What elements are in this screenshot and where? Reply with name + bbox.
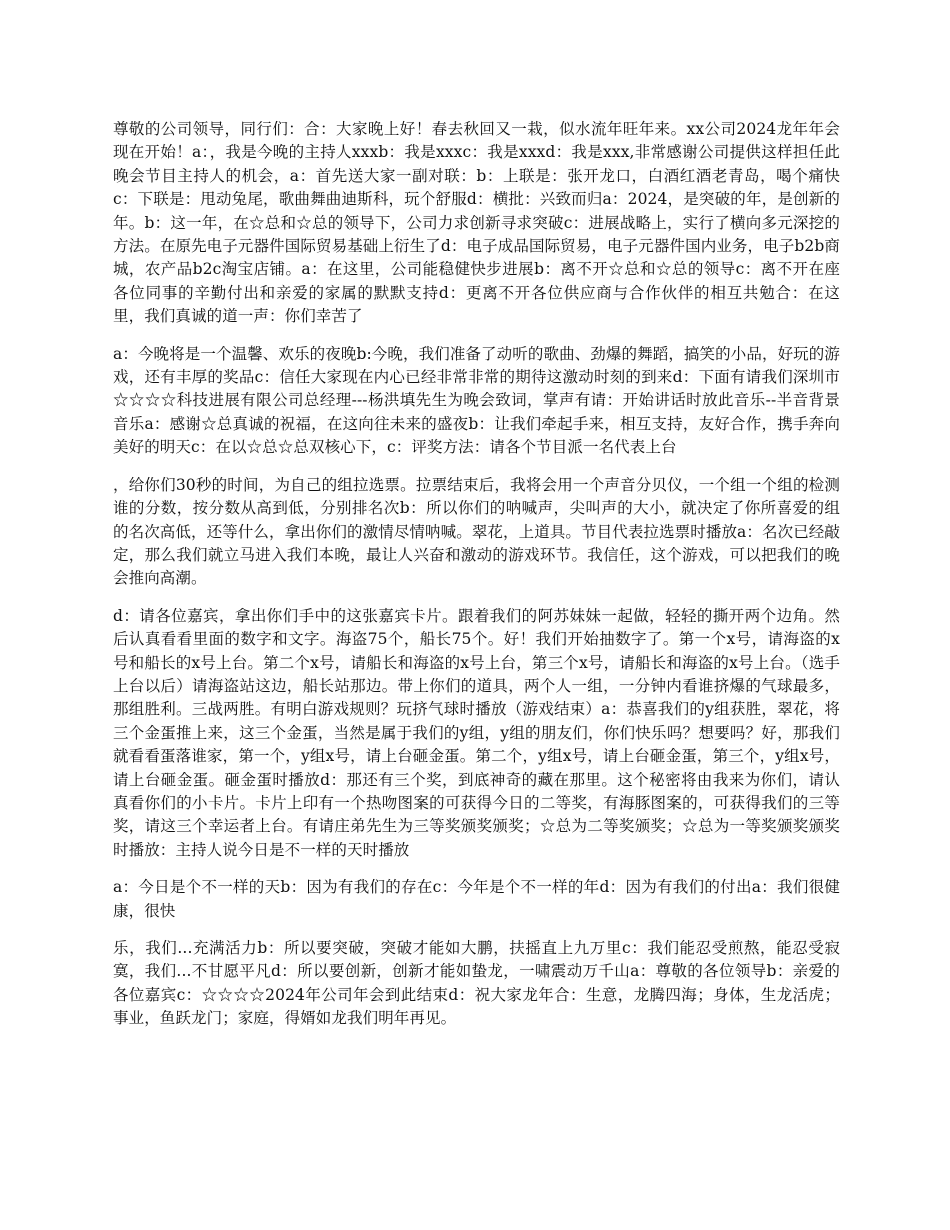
paragraph: a：今晚将是一个温馨、欢乐的夜晚b:今晚，我们准备了动听的歌曲、劲爆的舞蹈，搞笑的小品，好玩的游戏，还有丰厚的奖品c：信任大家现在内心已经非常非常的期待这激动时刻的到来d：下面有请我们深圳市☆☆☆☆科技进展有限公司总经理---杨洪填先生为晚会致词，掌声有请：开始讲话时放此音乐--半音背景音乐a：感谢☆总真诚的祝福，在这向往未来的盛夜b：让我们牵起手来，相互支持，友好合作，携手奔向美好的明天c：在以☆总☆总双核心下，c：评奖方法：请各个节目派一名代表上台 (113, 344, 840, 457)
document-body (113, 118, 840, 1045)
paragraph: ，给你们30秒的时间，为自己的组拉选票。拉票结束后，我将会用一个声音分贝仪，一个组一个组的检测谁的分数，按分数从高到低，分别排名次b：所以你们的呐喊声，尖叫声的大小，就决定了你所喜爱的组的名次高低，还等什么，拿出你们的激情尽情呐喊。翠花，上道具。节目代表拉选票时播放a：名次已经敲定，那么我们就立马进入我们本晚，最让人兴奋和激动的游戏环节。我信任，这个游戏，可以把我们的晚会推向高潮。 (113, 475, 840, 588)
paragraph: a：今日是个不一样的天b：因为有我们的存在c：今年是个不一样的年d：因为有我们的付出a：我们很健康，很快 (113, 878, 840, 920)
paragraph: 尊敬的公司领导，同行们：合：大家晚上好！春去秋回又一栽，似水流年旺年来。xx公司2024龙年年会现在开始！a：，我是今晚的主持人xxxb：我是xxxc：我是xxxd：我是xxx,非常感谢公司提供这样担任此晚会节目主持人的机会，a：首先送大家一副对联：b：上联是：张开龙口，白酒红酒老青岛，喝个痛快c：下联是：甩动兔尾，歌曲舞曲迪斯科，玩个舒服d：横批：兴致而归a：2024，是突破的年，是创新的年。b：这一年，在☆总和☆总的领导下，公司力求创新寻求突破c：进展战略上，实行了横向多元深挖的方法。在原先电子元器件国际贸易基础上衍生了d：电子成品国际贸易，电子元器件国内业务，电子b2b商城，农产品b2c淘宝店铺。a：在这里，公司能稳健快步进展b：离不开☆总和☆总的领导c：离不开在座各位同事的辛勤付出和亲爱的家属的默默支持d：更离不开各位供应商与合作伙伴的相互共勉合：在这里，我们真诚的道一声：你们幸苦了 (113, 120, 840, 326)
paragraph: d：请各位嘉宾，拿出你们手中的这张嘉宾卡片。跟着我们的阿苏妹妹一起做，轻轻的撕开两个边角。然后认真看看里面的数字和文字。海盗75个，船长75个。好！我们开始抽数字了。第一个x号，请海盗的x号和船长的x号上台。第二个x号，请船长和海盗的x号上台，第三个x号，请船长和海盗的x号上台。（选手上台以后）请海盗站这边，船长站那边。带上你们的道具，两个人一组，一分钟内看谁挤爆的气球最多，那组胜利。三战两胜。有明白游戏规则？玩挤气球时播放（游戏结束）a：恭喜我们的y组获胜，翠花，将三个金蛋推上来，这三个金蛋，当然是属于我们的y组，y组的朋友们，你们快乐吗？想要吗？好，那我们就看看蛋落谁家，第一个，y组x号，请上台砸金蛋。第二个，y组x号，请上台砸金蛋，第三个，y组x号，请上台砸金蛋。砸金蛋时播放d：那还有三个奖，到底神奇的藏在那里。这个秘密将由我来为你们，请认真看你们的小卡片。卡片上印有一个热吻图案的可获得今日的二等奖，有海豚图案的，可获得我们的三等奖，请这三个幸运者上台。有请庄弟先生为三等奖颁奖颁奖；☆总为二等奖颁奖；☆总为一等奖颁奖颁奖时播放：主持人说今日是不一样的天时播放 (113, 606, 840, 859)
paragraph: 乐，我们...充满活力b：所以要突破，突破才能如大鹏，扶摇直上九万里c：我们能忍受煎熬，能忍受寂寞，我们...不甘愿平凡d：所以要创新，创新才能如蛰龙，一啸震动万千山a：尊敬的各位领导b：亲爱的各位嘉宾c：☆☆☆☆2024年公司年会到此结束d：祝大家龙年合：生意，龙腾四海；身体，生龙活虎；事业，鱼跃龙门；家庭，得婿如龙我们明年再见。 (113, 939, 840, 1028)
